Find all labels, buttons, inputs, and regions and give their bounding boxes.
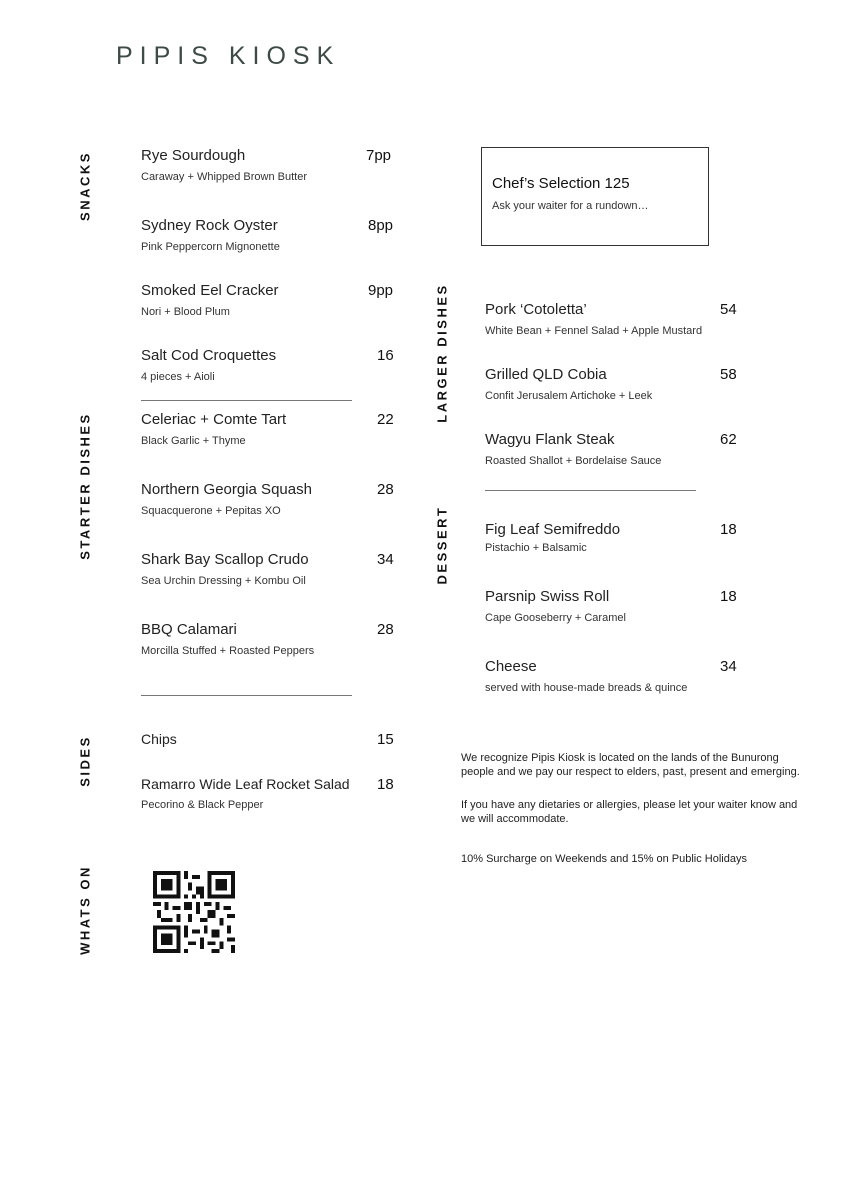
item-name: Shark Bay Scallop Crudo — [141, 551, 309, 568]
menu-item — [485, 431, 661, 467]
item-price: 7pp — [366, 147, 392, 164]
item-price: 9pp — [368, 282, 394, 299]
item-price: 16 — [377, 347, 394, 364]
item-name: Pork ‘Cotoletta’ — [485, 301, 587, 318]
item-name: Chips — [141, 731, 177, 747]
menu-item — [141, 621, 314, 657]
item-description: Confit Jerusalem Artichoke + Leek — [485, 390, 653, 402]
land-acknowledgement: We recognize Pipis Kiosk is located on the lands of the Bunurong people and we pay our respect to elders, past, present and emerging. — [461, 752, 800, 778]
qr-code-icon[interactable] — [153, 871, 235, 953]
menu-item — [141, 282, 279, 318]
item-description: Nori + Blood Plum — [141, 306, 230, 318]
dietary-note: If you have any dietaries or allergies, please let your waiter know and we will accommodate. — [461, 799, 798, 825]
item-price: 18 — [720, 588, 737, 605]
item-name: BBQ Calamari — [141, 621, 237, 638]
chefs-selection-title: Chef’s Selection 125 — [492, 175, 630, 192]
divider — [141, 400, 352, 401]
item-name: Sydney Rock Oyster — [141, 217, 278, 234]
chefs-selection-subtitle: Ask your waiter for a rundown… — [492, 200, 649, 212]
item-description: Pink Peppercorn Mignonette — [141, 241, 280, 253]
menu-item — [141, 481, 312, 517]
menu-item — [141, 347, 276, 383]
item-name: Fig Leaf Semifreddo — [485, 521, 621, 538]
menu-item — [485, 301, 702, 337]
item-price: 18 — [720, 521, 737, 538]
section-label-sides: SIDES — [77, 735, 93, 787]
section-label-dessert: DESSERT — [434, 505, 450, 585]
item-description: 4 pieces + Aioli — [141, 371, 215, 383]
surcharge-note: 10% Surcharge on Weekends and 15% on Public Holidays — [461, 853, 747, 865]
item-price: 34 — [720, 658, 737, 675]
item-name: Wagyu Flank Steak — [485, 431, 615, 448]
item-price: 15 — [377, 731, 394, 748]
item-name: Celeriac + Comte Tart — [141, 411, 287, 428]
section-label-larger: LARGER DISHES — [434, 283, 450, 423]
item-price: 54 — [720, 301, 737, 318]
menu-item — [141, 147, 307, 183]
menu-item — [141, 551, 309, 587]
brand-logo: PIPIS KIOSK — [116, 42, 341, 70]
item-description: Roasted Shallot + Bordelaise Sauce — [485, 455, 662, 467]
item-description: Pistachio + Balsamic — [485, 542, 587, 554]
item-name: Parsnip Swiss Roll — [485, 588, 610, 605]
item-description: Caraway + Whipped Brown Butter — [141, 171, 307, 183]
menu-item — [141, 411, 286, 447]
item-name: Northern Georgia Squash — [141, 481, 312, 498]
menu-item — [485, 658, 687, 694]
item-name: Salt Cod Croquettes — [141, 347, 277, 364]
item-name: Grilled QLD Cobia — [485, 366, 607, 383]
item-description: Cape Gooseberry + Caramel — [485, 612, 626, 624]
menu-item — [141, 776, 350, 811]
item-description: Sea Urchin Dressing + Kombu Oil — [141, 575, 306, 587]
menu-item — [141, 731, 177, 747]
menu-item — [485, 366, 652, 402]
item-name: Ramarro Wide Leaf Rocket Salad — [141, 776, 350, 792]
item-price: 34 — [377, 551, 394, 568]
menu-item — [141, 217, 280, 253]
item-price: 28 — [377, 481, 394, 498]
chefs-selection-box — [481, 147, 709, 246]
divider — [485, 490, 696, 491]
item-price: 58 — [720, 366, 737, 383]
item-description: Black Garlic + Thyme — [141, 435, 246, 447]
menu-item — [485, 521, 620, 554]
item-price: 62 — [720, 431, 737, 448]
item-description: White Bean + Fennel Salad + Apple Mustard — [485, 325, 703, 337]
item-name: Rye Sourdough — [141, 147, 246, 164]
menu-item — [485, 588, 626, 624]
divider — [141, 695, 352, 696]
section-label-snacks: SNACKS — [77, 151, 93, 221]
item-description: Squacquerone + Pepitas XO — [141, 505, 281, 517]
item-price: 28 — [377, 621, 394, 638]
section-label-starter: STARTER DISHES — [77, 412, 93, 560]
item-price: 18 — [377, 776, 394, 793]
section-label-whats-on: WHATS ON — [77, 865, 93, 955]
item-description: Pecorino & Black Pepper — [141, 799, 264, 811]
item-price: 22 — [377, 411, 394, 428]
item-price: 8pp — [368, 217, 394, 234]
item-name: Cheese — [485, 658, 537, 675]
item-description: Morcilla Stuffed + Roasted Peppers — [141, 645, 315, 657]
item-name: Smoked Eel Cracker — [141, 282, 279, 299]
item-description: served with house-made breads & quince — [485, 682, 688, 694]
